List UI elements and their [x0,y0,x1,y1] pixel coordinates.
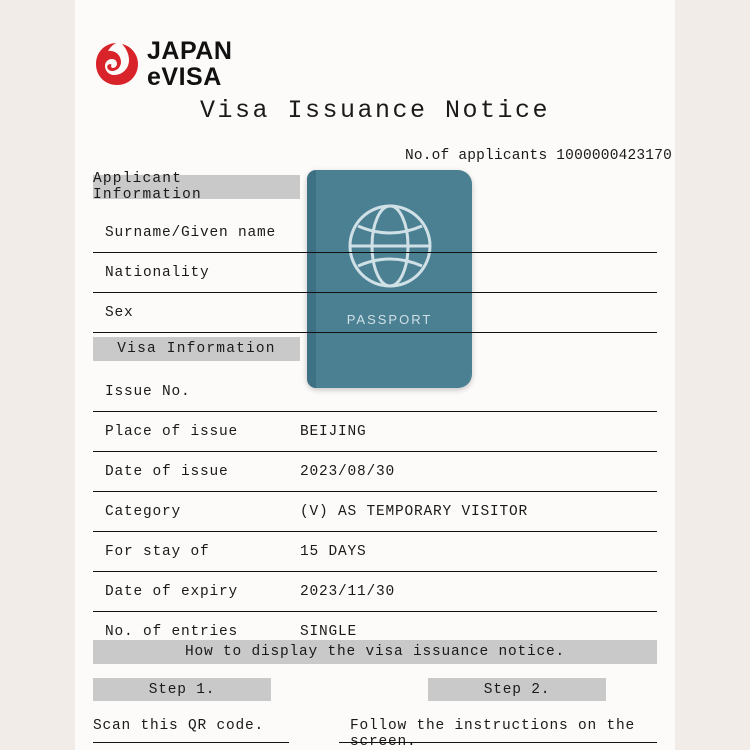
section-header-applicant-information [93,171,657,203]
table-row [93,253,657,293]
field-value: 2023/08/30 [300,463,396,480]
page-title: Visa Issuance Notice [199,96,551,125]
table-row [93,293,657,333]
table-row [93,213,657,253]
table-row [93,412,657,452]
field-label: Issue No. [105,383,191,400]
field-value: 15 DAYS [300,543,367,560]
japan-evisa-logo [93,38,232,90]
visa-details-table [93,171,657,652]
section-band-applicant: Applicant Information [93,175,300,199]
step1-text: Scan this QR code. [93,718,265,734]
logo-text [147,38,232,90]
step2-text: Follow the instructions on the screen. [350,718,636,750]
step1-divider [93,742,289,743]
passport-label: PASSPORT [346,312,433,327]
field-label: For stay of [105,543,210,560]
applicants-number [405,148,672,164]
applicants-number-label: No.of applicants [404,148,548,164]
field-label: Surname/Given name [105,224,277,241]
japan-evisa-swirl-icon [93,40,141,88]
field-value: SINGLE [300,623,358,640]
howto-heading: How to display the visa issuance notice. [93,640,657,664]
field-label: Date of issue [105,463,229,480]
logo-line-2: eVISA [147,63,222,91]
table-row [93,532,657,572]
field-value: BEIJING [300,423,367,440]
table-row [93,572,657,612]
applicants-number-value: 1000000423170 [556,148,672,164]
table-row [93,492,657,532]
field-label: Date of expiry [105,583,239,600]
table-row [93,372,657,412]
step1-badge: Step 1. [93,678,271,701]
table-row [93,452,657,492]
field-label: Category [105,503,182,520]
visa-notice-sheet [75,0,675,750]
field-label: No. of entries [105,623,239,640]
section-header-visa-information [93,337,657,361]
step2-divider [339,742,657,743]
spacer [93,361,657,372]
field-label: Place of issue [105,423,239,440]
section-band-visa: Visa Information [93,337,300,361]
field-label: Nationality [105,264,210,281]
field-value: 2023/11/30 [300,583,396,600]
field-label: Sex [105,304,134,321]
logo-line-1: JAPAN [147,37,233,65]
field-value: (V) AS TEMPORARY VISITOR [300,503,529,520]
step2-badge: Step 2. [428,678,606,701]
